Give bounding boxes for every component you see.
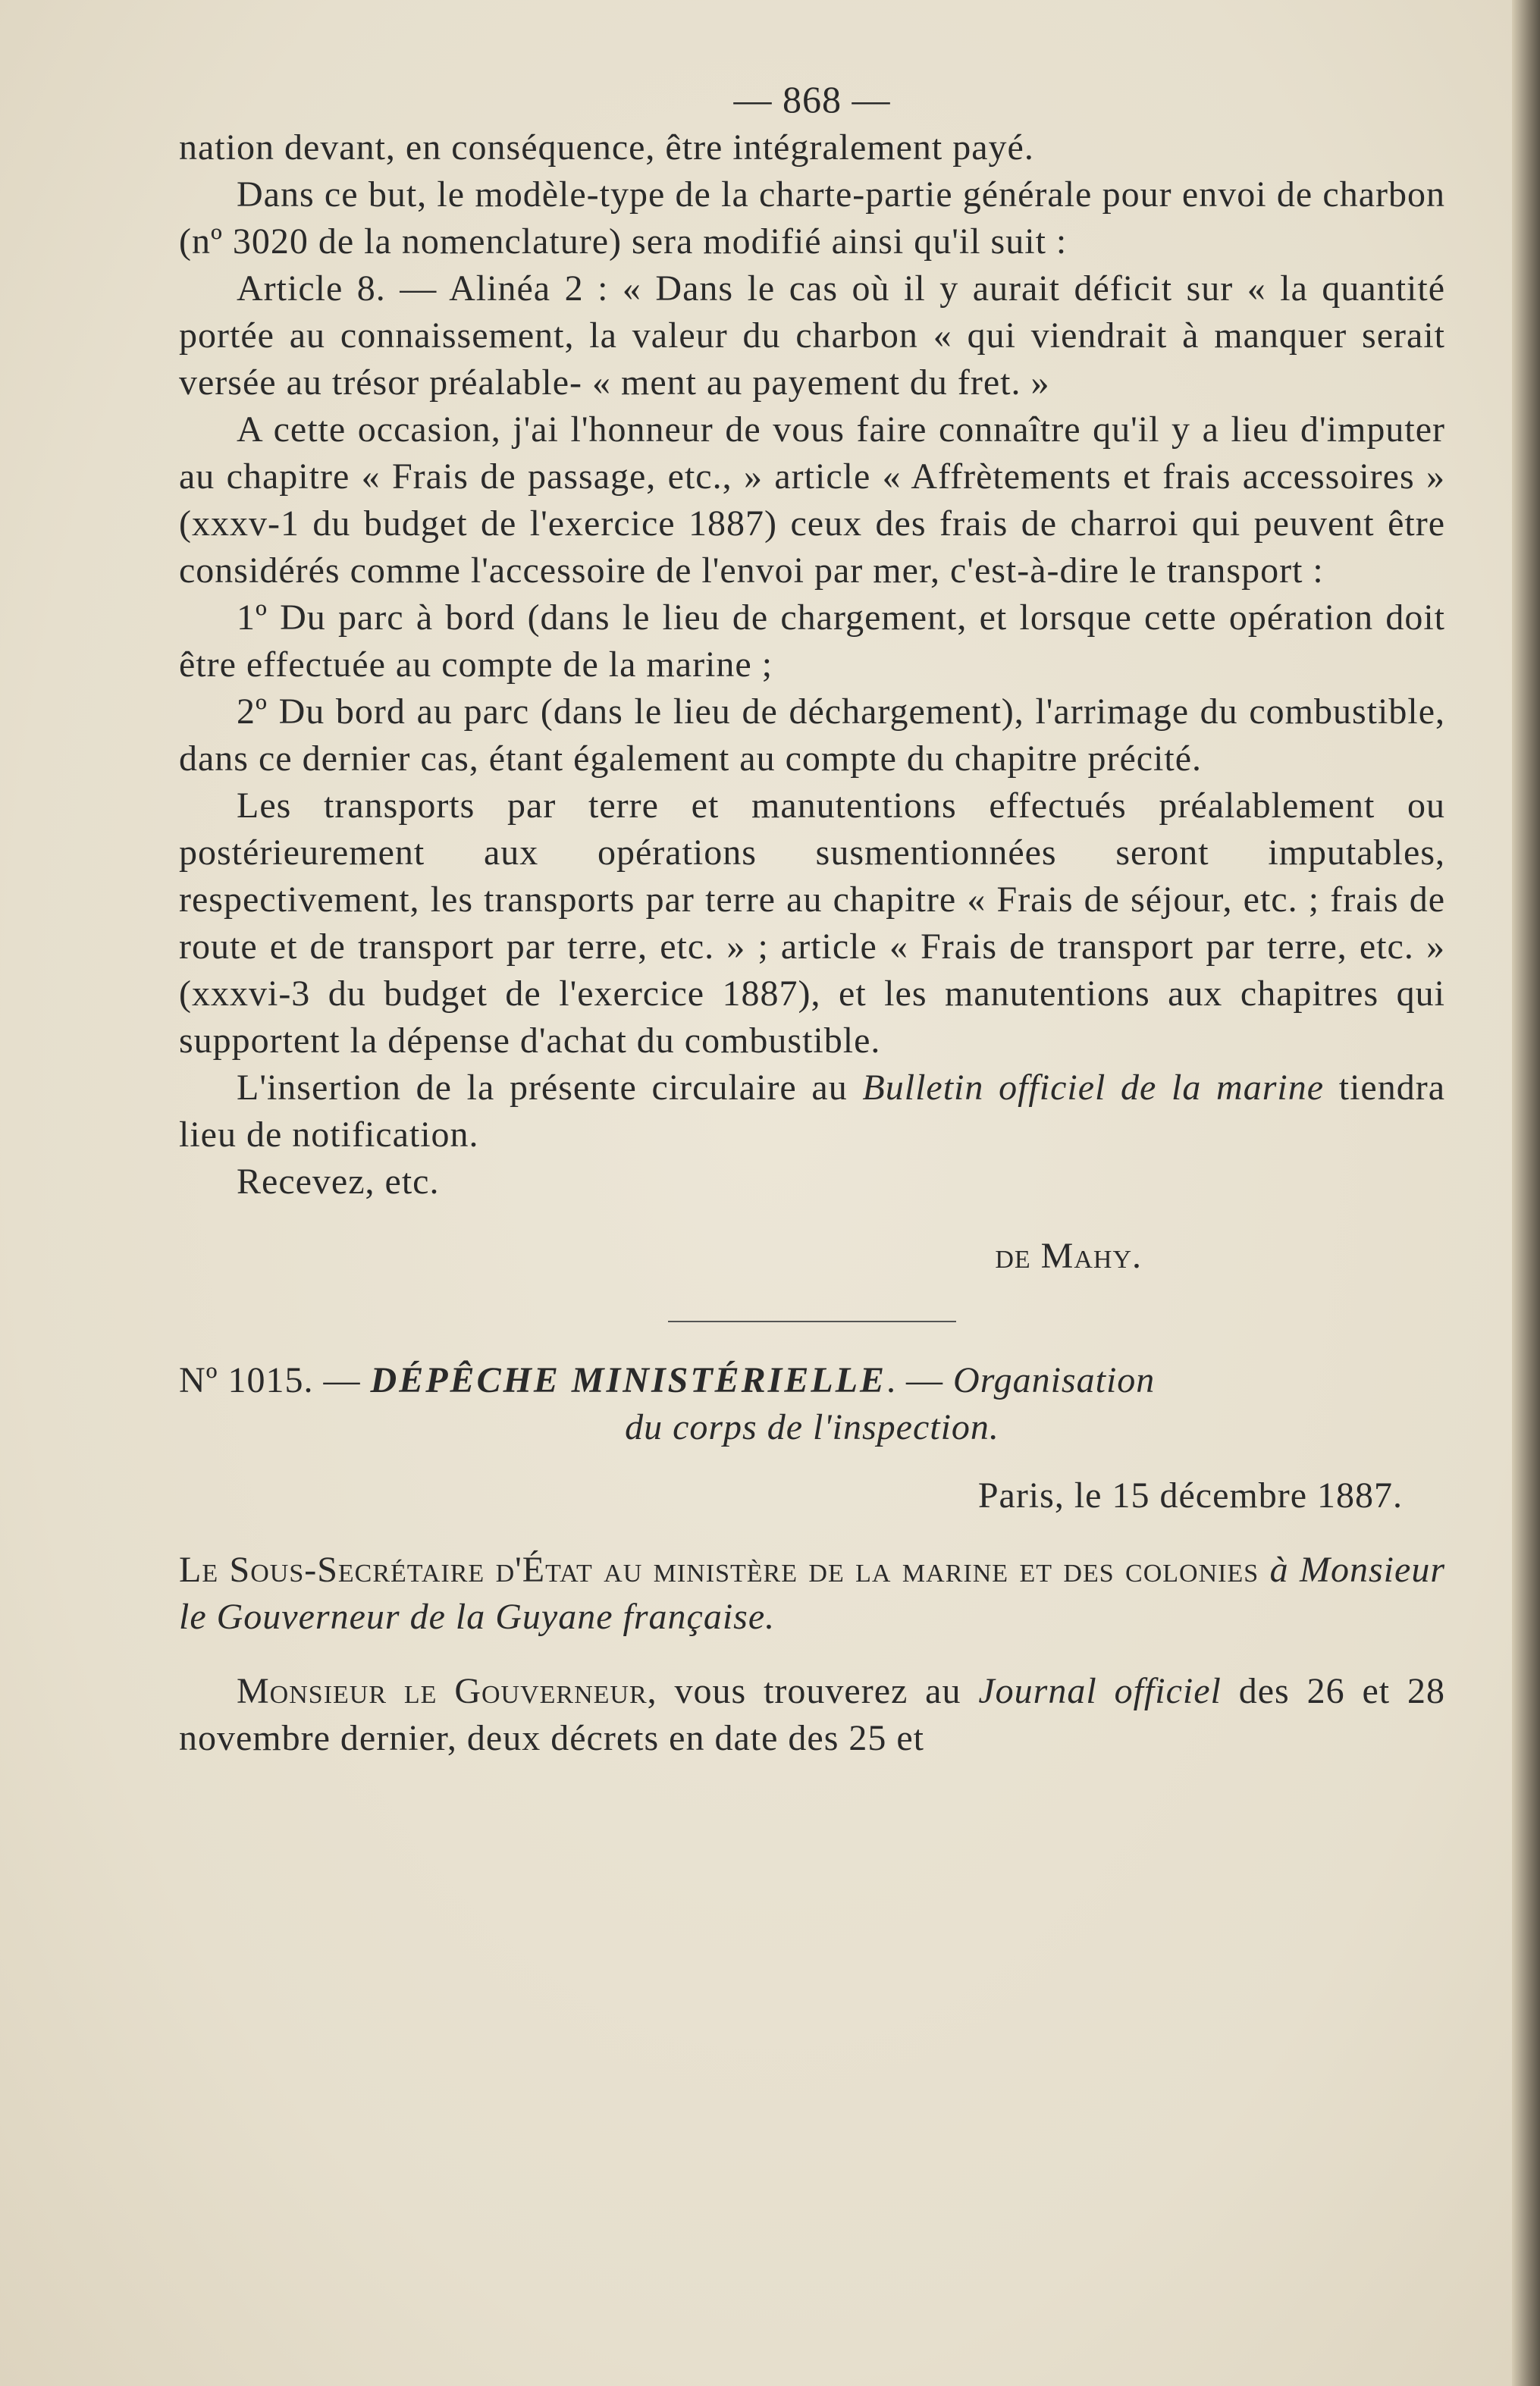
paragraph-insertion [179,1064,1445,1159]
insertion-text-after: tiendra lieu de notification. [179,1068,1445,1155]
dispatch-subject: Organisation [953,1360,1156,1400]
paragraph-continuation: nation devant, en conséquence, être intégralement payé. [179,127,1034,168]
paragraph-model-type: Dans ce but, le modèle-type de la charte-partie générale pour envoi de charbon (nº 3020 de la nomenclature) sera modifié ainsi qu'il suit : [179,174,1445,262]
address-to: à Monsieur le Gouverneur de la Guyane française. [179,1550,1446,1637]
address-from: Le Sous-Secrétaire d'État au ministère de la marine et des colonies [179,1550,1270,1590]
salutation-paragraph [179,1668,1445,1762]
insertion-text-before: L'insertion de la présente circulaire au [237,1068,863,1108]
dispatch-number: Nº 1015. — [179,1360,371,1400]
paragraph-item-2: 2º Du bord au parc (dans le lieu de déchargement), l'arrimage du combustible, dans ce dernier cas, étant également au compte du chapitre précité. [179,691,1445,779]
text-block [179,76,1445,1762]
paragraph-occasion: A cette occasion, j'ai l'honneur de vous faire connaître qu'il y a lieu d'imputer au chapitre « Frais de passage, etc., » article « Affrètements et frais accessoires » (xxxv-1 du budget de l'exercice 1887) ceux des frais de charroi qui peuvent être considérés comme l'accessoire de l'envoi par mer, c'est-à-dire le transport : [179,409,1445,591]
paragraph-item-1: 1º Du parc à bord (dans le lieu de chargement, et lorsque cette opération doit être effectuée au compte de la marine ; [179,597,1445,685]
paragraph-transports: Les transports par terre et manutentions effectués préalablement ou postérieurement aux opérations susmentionnées seront imputables, respectivement, les transports par terre au chapitre « Frais de séjour, etc. ; frais de route et de transport par terre, etc. » ; article « Frais de transport par terre, etc. » (xxxvi-3 du budget de l'exercice 1887), et les manutentions aux chapitres qui supportent la dépense d'achat du combustible. [179,785,1445,1061]
book-spine-shadow [1512,0,1540,2386]
signature: de Mahy. [995,1236,1142,1276]
dispatch-date: Paris, le 15 décembre 1887. [977,1475,1403,1516]
salutation-text-before: , vous trouverez au [647,1671,979,1711]
page-number: — 868 — [733,78,891,121]
section-divider [668,1321,956,1322]
dispatch-subtitle: du corps de l'inspection. [625,1407,999,1447]
salutation-greeting: Monsieur le Gouverneur [237,1671,648,1711]
paragraph-article-8: Article 8. — Alinéa 2 : « Dans le cas où il y aurait déficit sur « la quantité portée au connaissement, la valeur du charbon « qui viendrait à manquer serait versée au trésor préalable- « ment au payement du fret. » [179,268,1445,403]
closing: Recevez, etc. [237,1162,440,1202]
dispatch-separator: . — [886,1360,954,1400]
bulletin-title: Bulletin officiel de la marine [862,1068,1325,1108]
dispatch-address [179,1547,1445,1641]
dispatch-title: DÉPÊCHE MINISTÉRIELLE [370,1360,887,1400]
salutation-text-after: des 26 et 28 novembre dernier, deux décrets en date des 25 et [179,1671,1446,1758]
journal-title: Journal officiel [978,1671,1222,1711]
dispatch-heading [179,1357,1445,1404]
